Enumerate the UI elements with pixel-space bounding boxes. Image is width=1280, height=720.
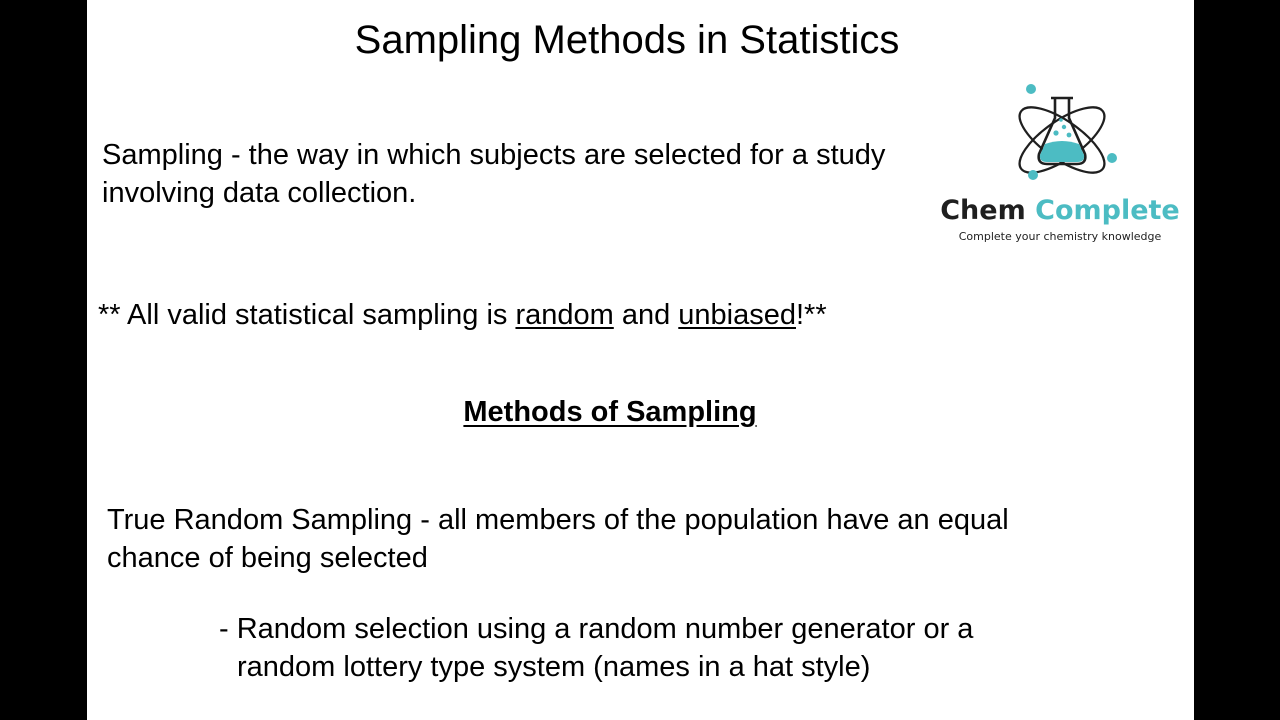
brand-part-complete: Complete bbox=[1035, 195, 1180, 226]
section-heading: Methods of Sampling bbox=[463, 396, 757, 428]
sampling-definition: Sampling - the way in which subjects are selected for a study involving data collection. bbox=[102, 139, 886, 209]
bullet-line-1: - Random selection using a random number generator or a bbox=[219, 613, 974, 645]
brand-part-chem: Chem bbox=[940, 195, 1036, 226]
brand-name bbox=[935, 195, 1185, 227]
atom-flask-icon bbox=[1009, 80, 1119, 195]
brand-tagline: Complete your chemistry knowledge bbox=[958, 230, 1162, 243]
bullet-line-2: random lottery type system (names in a hat style) bbox=[237, 651, 871, 683]
note-suffix: !** bbox=[796, 299, 827, 331]
note-middle: and bbox=[613, 299, 679, 331]
slide-title: Sampling Methods in Statistics bbox=[354, 18, 900, 62]
sampling-note bbox=[98, 296, 998, 334]
note-unbiased: unbiased bbox=[678, 299, 796, 331]
bullet-point bbox=[219, 610, 1119, 686]
slide bbox=[87, 0, 1194, 720]
chem-complete-logo bbox=[935, 80, 1185, 250]
note-prefix: ** All valid statistical sampling is bbox=[98, 299, 516, 331]
note-random: random bbox=[515, 299, 614, 331]
true-random-sampling: True Random Sampling - all members of the population have an equal chance of being selected bbox=[107, 504, 1009, 574]
